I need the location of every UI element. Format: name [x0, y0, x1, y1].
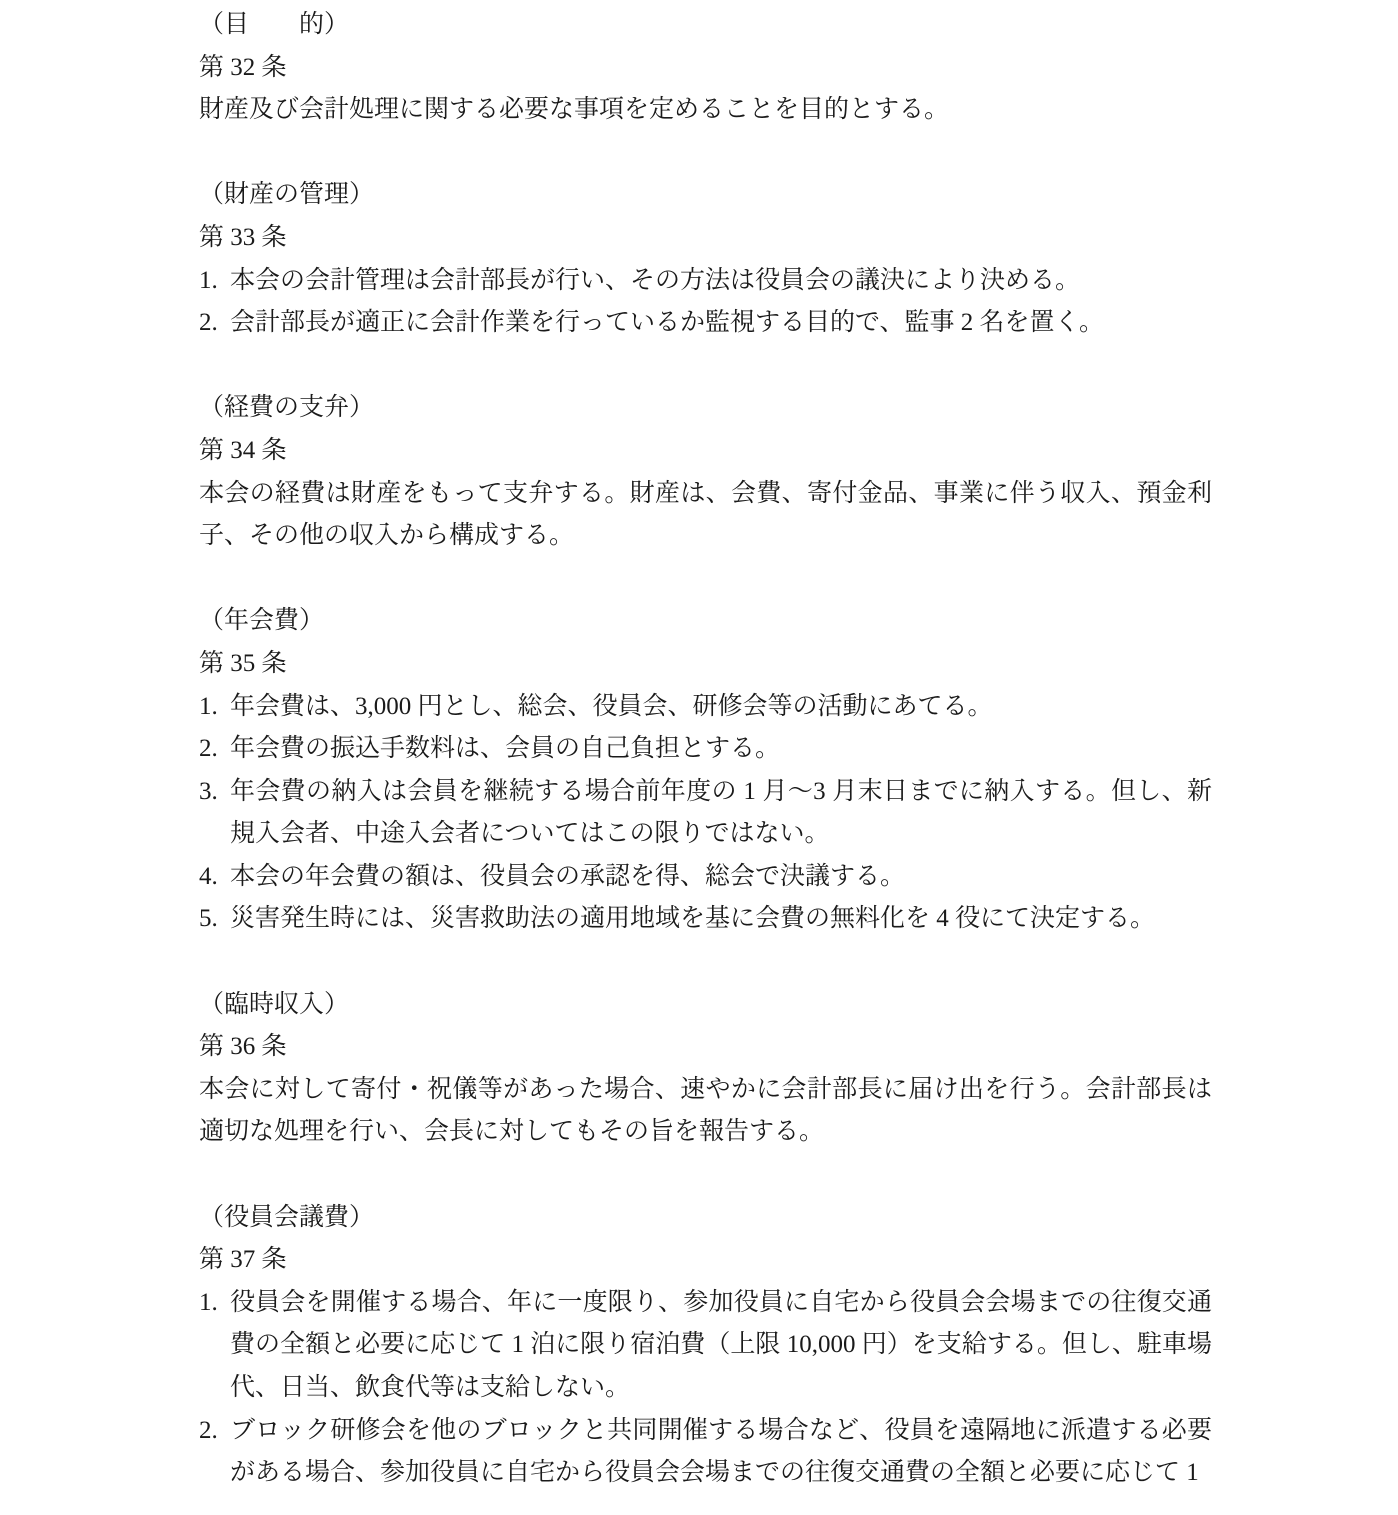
article-list-item [199, 728, 1212, 771]
article-list-item [199, 898, 1212, 941]
article-section [199, 984, 1212, 1154]
section-heading: （経費の支弁） [199, 394, 375, 422]
list-item-text: 年会費は、3,000 円とし、総会、役員会、研修会等の活動にあてる。 [230, 692, 993, 720]
article-section [199, 387, 1212, 557]
list-item-number: 1. [199, 692, 218, 720]
article-paragraph: 財産及び会計処理に関する必要な事項を定めることを目的とする。 [199, 96, 950, 124]
article-section [199, 600, 1212, 941]
article-list-item [199, 771, 1212, 856]
section-heading: （役員会議費） [199, 1203, 375, 1231]
list-item-text: 本会の年会費の額は、役員会の承認を得、総会で決議する。 [230, 862, 906, 890]
list-item-text: 会計部長が適正に会計作業を行っているか監視する目的で、監事 2 名を置く。 [230, 309, 1105, 337]
article-number: 第 37 条 [199, 1246, 287, 1274]
list-item-text: ブロック研修会を他のブロックと共同開催する場合など、役員を遠隔地に派遣する必要がある場合、参加役員に自宅から役員会会場までの往復交通費の全額と必要に応じて 1 [230, 1416, 1212, 1487]
article-content [199, 89, 1212, 132]
article-section [199, 174, 1212, 344]
list-item-number: 2. [199, 735, 218, 763]
section-heading: （目 的） [199, 11, 350, 38]
article-number: 第 33 条 [199, 223, 287, 251]
list-item-number: 1. [199, 1288, 218, 1316]
list-item-number: 5. [199, 905, 218, 933]
article-list-item [199, 260, 1212, 303]
article-content [199, 1069, 1212, 1154]
list-item-text: 年会費の納入は会員を継続する場合前年度の 1 月～3 月末日までに納入する。但し、新規入会者、中途入会者についてはこの限りではない。 [230, 777, 1212, 848]
article-paragraph: 本会の経費は財産をもって支弁する。財産は、会費、寄付金品、事業に伴う収入、預金利子、その他の収入から構成する。 [199, 479, 1212, 550]
list-item-text: 役員会を開催する場合、年に一度限り、参加役員に自宅から役員会会場までの往復交通費の全額と必要に応じて 1 泊に限り宿泊費（上限 10,000 円）を支給する。但し、駐車場代、日当、飲食代等は支給しない。 [230, 1288, 1212, 1401]
article-content [199, 260, 1212, 345]
article-list-item [199, 856, 1212, 899]
article-number: 第 34 条 [199, 436, 287, 464]
article-list-item [199, 1282, 1212, 1410]
list-item-number: 4. [199, 862, 218, 890]
section-heading: （臨時収入） [199, 990, 350, 1018]
list-item-number: 1. [199, 266, 218, 294]
article-number: 第 35 条 [199, 649, 287, 677]
section-heading: （財産の管理） [199, 181, 375, 209]
list-item-number: 2. [199, 1416, 218, 1444]
list-item-text: 本会の会計管理は会計部長が行い、その方法は役員会の議決により決める。 [230, 266, 1081, 294]
article-section [199, 4, 1212, 132]
article-list-item [199, 1410, 1212, 1495]
list-item-number: 3. [199, 777, 218, 805]
article-paragraph: 本会に対して寄付・祝儀等があった場合、速やかに会計部長に届け出を行う。会計部長は適切な処理を行い、会長に対してもその旨を報告する。 [199, 1075, 1212, 1146]
article-content [199, 473, 1212, 558]
article-list-item [199, 302, 1212, 345]
document-body [199, 4, 1212, 1495]
article-list-item [199, 686, 1212, 729]
article-content [199, 686, 1212, 942]
article-number: 第 36 条 [199, 1033, 287, 1061]
list-item-number: 2. [199, 309, 218, 337]
article-section [199, 1197, 1212, 1495]
article-number: 第 32 条 [199, 53, 287, 81]
list-item-text: 年会費の振込手数料は、会員の自己負担とする。 [230, 735, 781, 763]
article-content [199, 1282, 1212, 1495]
list-item-text: 災害発生時には、災害救助法の適用地域を基に会費の無料化を 4 役にて決定する。 [230, 905, 1156, 933]
section-heading: （年会費） [199, 607, 325, 635]
